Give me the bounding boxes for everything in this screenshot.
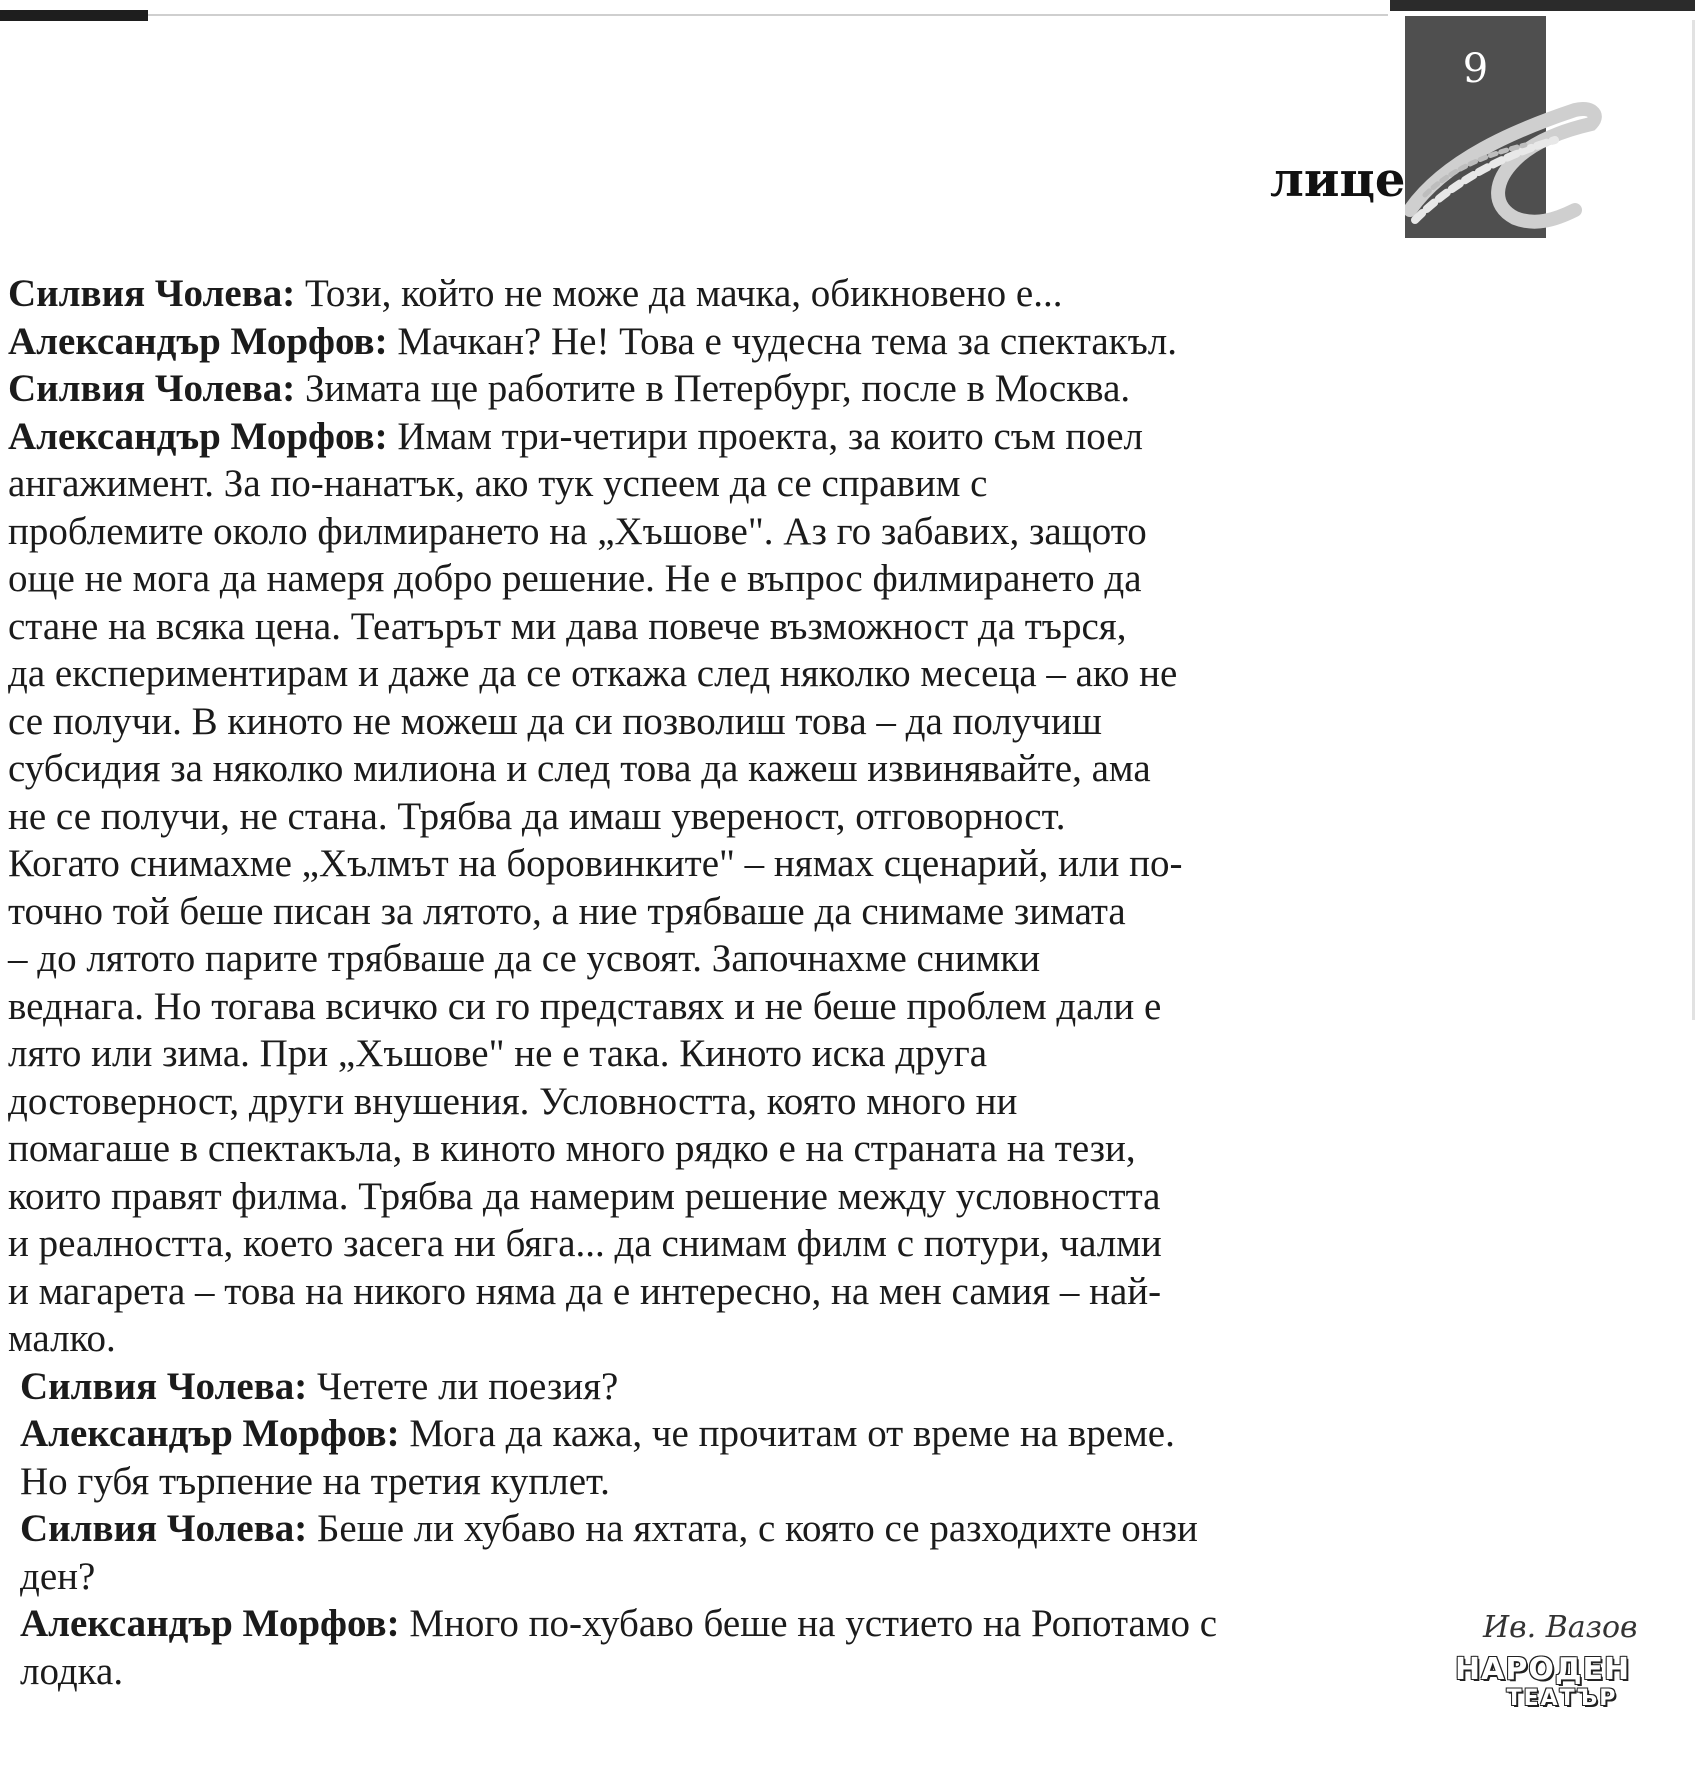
transcript-line: [8, 1078, 1528, 1126]
speaker-name: Силвия Чолева:: [20, 1507, 308, 1550]
transcript-line: [8, 698, 1528, 746]
speech-text: проблемите около филмирането на „Хъшове". Аз го забавих, защото: [8, 509, 1147, 553]
transcript-line: [8, 555, 1528, 603]
speech-text: да експериментирам и даже да се откажа след няколко месеца – ако не: [8, 652, 1178, 695]
transcript-line: [8, 793, 1528, 841]
speaker-name: Александър Морфов:: [8, 319, 388, 363]
transcript-line: [8, 508, 1528, 556]
speech-text: Много по-хубаво беше на устието на Ропотамо с: [399, 1602, 1218, 1645]
transcript-line: [8, 1030, 1528, 1078]
speech-text: помагаше в спектакъла, в киното много рядко е на страната на тези,: [8, 1127, 1136, 1170]
speaker-name: Александър Морфов:: [20, 1412, 400, 1455]
speaker-name: Александър Морфов:: [8, 414, 388, 458]
speech-text: Този, който не може да мачка, обикновено е...: [295, 272, 1063, 315]
speech-text: Зимата ще работите в Петербург, после в Москва.: [295, 367, 1131, 410]
speaker-name: Силвия Чолева:: [8, 367, 296, 410]
speech-text: Мачкан? Не! Това е чудесна тема за спектакъл.: [387, 319, 1177, 363]
transcript-line: [8, 1458, 1528, 1506]
speech-text: не се получи, не стана. Трябва да имаш увереност, отговорност.: [8, 794, 1066, 838]
transcript-line: [8, 365, 1528, 413]
transcript-line: [8, 1505, 1528, 1553]
transcript-line: [8, 983, 1528, 1031]
transcript-line: [8, 1648, 1528, 1696]
speech-text: малко.: [8, 1317, 116, 1360]
transcript-line: [8, 650, 1528, 698]
speech-text: точно той беше писан за лятото, а ние трябваше да снимаме зимата: [8, 889, 1126, 933]
transcript-line: [8, 1410, 1528, 1458]
transcript-line: [8, 1315, 1528, 1363]
speech-text: достоверност, други внушения. Условността, която много ни: [8, 1079, 1018, 1123]
speech-text: лодка.: [20, 1649, 124, 1693]
speech-text: стане на всяка цена. Театърът ми дава повече възможност да търся,: [8, 604, 1127, 648]
transcript-line: [8, 1220, 1528, 1268]
speech-text: Имам три-четири проекта, за които съм поел: [387, 414, 1144, 458]
logo-line-2: ТЕАТЪР: [1506, 1686, 1618, 1711]
speech-text: Мога да кажа, че прочитам от време на време.: [399, 1412, 1175, 1455]
speech-text: субсидия за няколко милиона и след това да кажеш извинявайте, ама: [8, 747, 1151, 790]
speech-text: Но губя търпение на третия куплет.: [20, 1459, 610, 1503]
transcript-line: [8, 1600, 1528, 1648]
speech-text: – до лятото парите трябваше да се усвоят. Започнахме снимки: [8, 937, 1041, 980]
page-number: 9: [1462, 46, 1489, 92]
speech-text: веднага. Но тогава всичко си го представях и не беше проблем дали е: [8, 984, 1162, 1028]
transcript-line: [8, 318, 1528, 366]
speech-text: Беше ли хубаво на яхтата, с която се разходихте онзи: [307, 1507, 1198, 1550]
speaker-name: Александър Морфов:: [20, 1602, 400, 1645]
logo-signature: Ив. Вазов: [1483, 1610, 1638, 1645]
speech-text: ден?: [20, 1554, 96, 1598]
speech-text: лято или зима. При „Хъшове" не е така. Киното иска друга: [8, 1032, 987, 1075]
transcript-line: [8, 603, 1528, 651]
transcript-line: [8, 1268, 1528, 1316]
speech-text: се получи. В киното не можеш да си позволиш това – да получиш: [8, 699, 1102, 743]
transcript-line: [8, 935, 1528, 983]
top-rule-left: [0, 10, 148, 21]
transcript-line: [8, 1553, 1528, 1601]
speech-text: още не мога да намеря добро решение. Не е въпрос филмирането да: [8, 557, 1142, 600]
section-label: лице: [1270, 152, 1406, 208]
transcript-line: [8, 1363, 1528, 1411]
speech-text: и реалността, което засега ни бяга... да снимам филм с потури, чалми: [8, 1222, 1162, 1265]
speaker-name: Силвия Чолева:: [8, 272, 296, 315]
transcript-line: [8, 1125, 1528, 1173]
speaker-name: Силвия Чолева:: [20, 1364, 308, 1408]
transcript-line: [8, 888, 1528, 936]
speech-text: Когато снимахме „Хълмът на боровинките" – нямах сценарий, или по-: [8, 842, 1183, 885]
speech-text: ангажимент. За по-нанатък, ако тук успеем да се справим с: [8, 462, 988, 505]
speech-text: които правят филма. Трябва да намерим решение между условността: [8, 1174, 1161, 1218]
transcript-line: [8, 745, 1528, 793]
transcript-line: [8, 1173, 1528, 1221]
logo-line-1: НАРОДЕН: [1455, 1652, 1631, 1687]
national-theatre-logo: [1455, 1610, 1650, 1710]
transcript-line: [8, 840, 1528, 888]
top-rule-thin: [148, 14, 1388, 16]
top-rule-right: [1390, 0, 1695, 11]
speech-text: Четете ли поезия?: [307, 1364, 619, 1408]
speech-text: и магарета – това на никого няма да е интересно, на мен самия – най-: [8, 1269, 1162, 1313]
transcript-line: [8, 460, 1528, 508]
interview-transcript: [8, 270, 1528, 1695]
transcript-line: [8, 413, 1528, 461]
swirl-icon: [1405, 100, 1605, 250]
transcript-line: [8, 270, 1528, 318]
